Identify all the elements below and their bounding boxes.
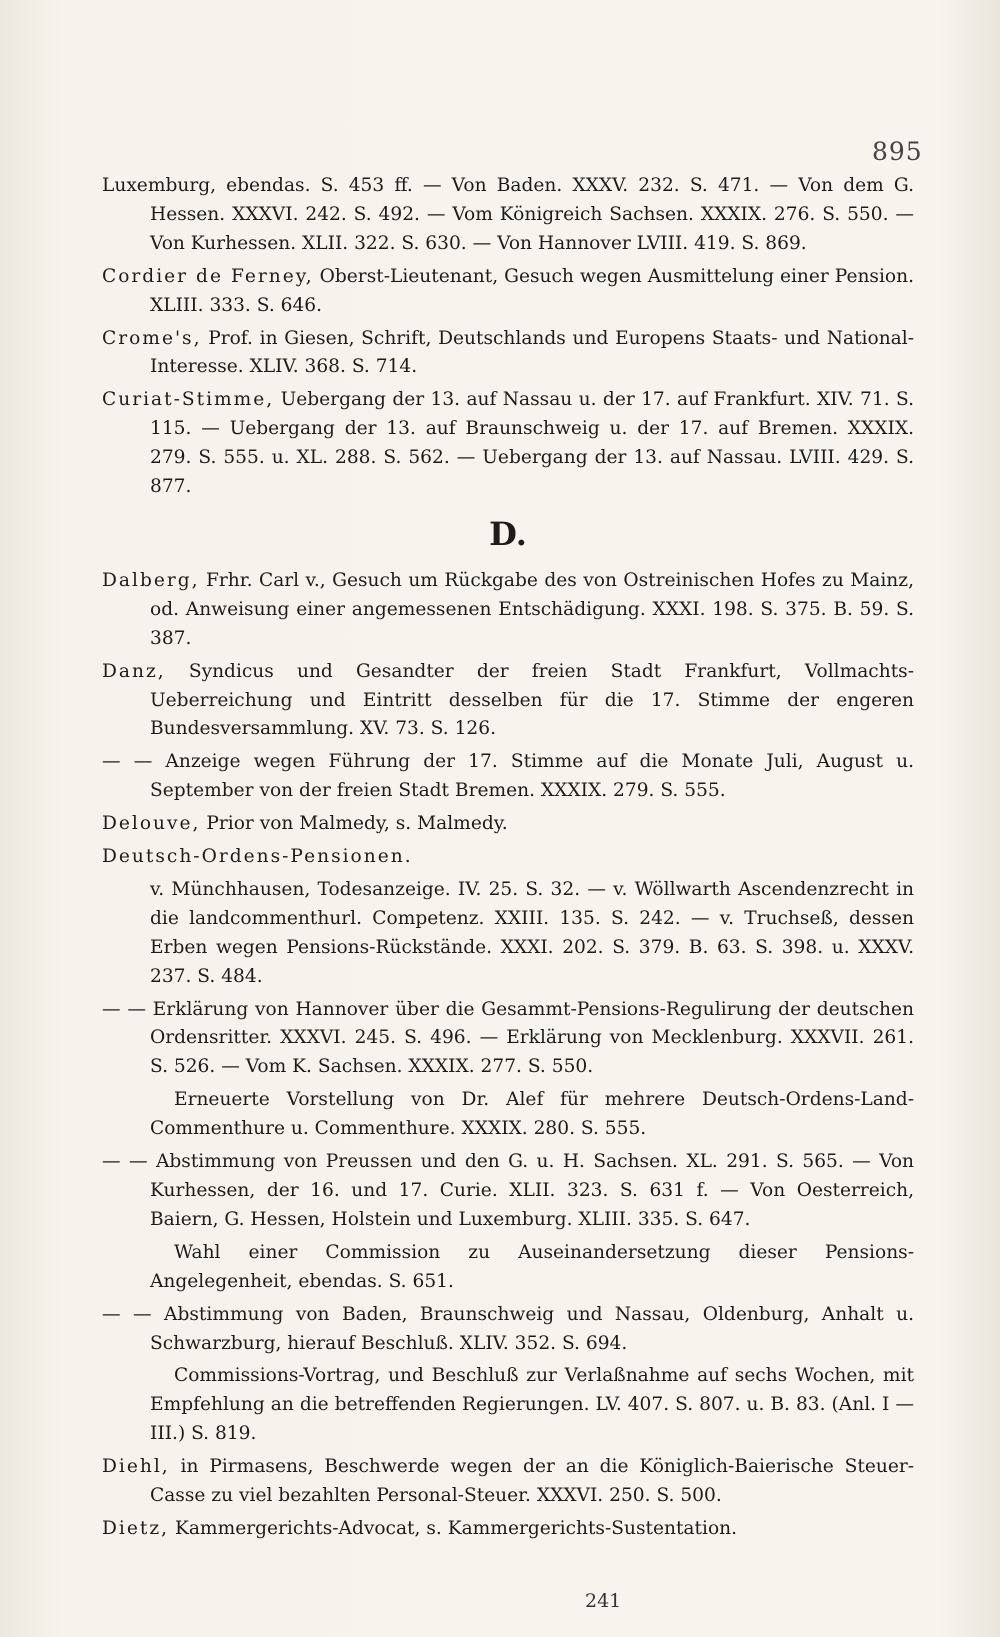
entry-heading: Curiat-Stimme,	[102, 389, 275, 411]
entry-text: Kammergerichts-Advocat, s. Kammergerichts-Sustentation.	[169, 1517, 738, 1539]
entry-text: Uebergang der 13. auf Nassau u. der 17. auf Frankfurt. XIV. 71. S. 115. — Uebergang der 13. auf Braunschweig u. der 17. auf Bremen. XXXIX. 279. S. 555. u. XL. 288. S. 562. — Uebergang der 13. auf Nassau. LVIII. 429. S. 877.	[150, 389, 914, 498]
entry-heading: Deutsch-Ordens-Pensionen.	[102, 846, 413, 868]
signature-mark: 241	[585, 1590, 622, 1612]
index-entry	[102, 325, 914, 383]
index-entry	[102, 1362, 914, 1449]
entry-heading: Diehl,	[102, 1456, 170, 1478]
index-entry	[102, 172, 914, 259]
entry-heading: Cordier de Ferney,	[102, 265, 314, 287]
index-entry	[102, 810, 914, 839]
index-entry	[102, 386, 914, 502]
index-entry	[102, 996, 914, 1083]
entry-text: Prof. in Giesen, Schrift, Deutschlands und Europens Staats- und National-Interesse. XLIV. 368. S. 714.	[150, 327, 914, 378]
entry-heading: Dietz,	[102, 1517, 170, 1539]
entry-heading: Dalberg,	[102, 569, 200, 591]
index-entry	[102, 658, 914, 745]
entry-text: Wahl einer Commission zu Auseinandersetzung dieser Pensions-Angelegenheit, ebendas. S. 651.	[150, 1241, 914, 1292]
entry-text: — — Erklärung von Hannover über die Gesammt-Pensions-Regulirung der deutschen Ordensritter. XXXVI. 245. S. 496. — Erklärung von Mecklenburg. XXXVII. 261. S. 526. — Vom K. Sachsen. XXXIX. 277. S. 550.	[102, 998, 914, 1078]
index-entry	[102, 1086, 914, 1144]
section-heading: D.	[489, 514, 527, 553]
entry-text: — — Abstimmung von Preussen und den G. u. H. Sachsen. XL. 291. S. 565. — Von Kurhessen, der 16. und 17. Curie. XLII. 323. S. 631 f. — Von Oesterreich, Baiern, G. Hessen, Holstein und Luxemburg. XLIII. 335. S. 647.	[102, 1151, 914, 1230]
entry-text: v. Münchhausen, Todesanzeige. IV. 25. S. 32. — v. Wöllwarth Ascendenzrecht in die landcommenthurl. Competenz. XXIII. 135. S. 242. — v. Truchseß, dessen Erben wegen Pensions-Rückstände. XXXI. 202. S. 379. B. 63. S. 398. u. XXXV. 237. S. 484.	[150, 878, 914, 987]
index-entry	[102, 1239, 914, 1297]
entry-text: Oberst-Lieutenant, Gesuch wegen Ausmittelung einer Pension. XLIII. 333. S. 646.	[150, 265, 914, 316]
index-entry	[102, 748, 914, 806]
page-number: 895	[872, 137, 923, 166]
entry-text: Frhr. Carl v., Gesuch um Rückgabe des von Ostreinischen Hofes zu Mainz, od. Anweisung einer angemessenen Entschädigung. XXXI. 198. S. 375. B. 59. S. 387.	[150, 569, 914, 649]
index-entry	[102, 1148, 914, 1235]
index-entry	[102, 1453, 914, 1511]
index-body	[102, 172, 914, 1548]
entry-text: — — Abstimmung von Baden, Braunschweig und Nassau, Oldenburg, Anhalt u. Schwarzburg, hierauf Beschluß. XLIV. 352. S. 694.	[102, 1303, 914, 1354]
index-entry	[102, 263, 914, 321]
entry-text: — — Anzeige wegen Führung der 17. Stimme auf die Monate Juli, August u. September von der freien Stadt Bremen. XXXIX. 279. S. 555.	[102, 751, 914, 802]
index-entry	[102, 1301, 914, 1359]
index-entry	[102, 843, 914, 872]
entry-text: Luxemburg, ebendas. S. 453 ff. — Von Baden. XXXV. 232. S. 471. — Von dem G. Hessen. XXXVI. 242. S. 492. — Vom Königreich Sachsen. XXXIX. 276. S. 550. — Von Kurhessen. XLII. 322. S. 630. — Von Hannover LVIII. 419. S. 869.	[102, 175, 914, 254]
index-entry	[102, 567, 914, 654]
index-entry	[102, 1515, 914, 1544]
entry-text: Commissions-Vortrag, und Beschluß zur Verlaßnahme auf sechs Wochen, mit Empfehlung an die betreffenden Regierungen. LV. 407. S. 807. u. B. 83. (Anl. I — III.) S. 819.	[150, 1365, 914, 1445]
entry-text: Syndicus und Gesandter der freien Stadt Frankfurt, Vollmachts-Ueberreichung und Eintritt desselben für die 17. Stimme der engeren Bundesversammlung. XV. 73. S. 126.	[150, 660, 914, 740]
entry-text: Erneuerte Vorstellung von Dr. Alef für mehrere Deutsch-Ordens-Land-Commenthure u. Commenthure. XXXIX. 280. S. 555.	[150, 1089, 914, 1140]
entry-heading: Delouve,	[102, 813, 201, 835]
index-entry	[102, 876, 914, 992]
entry-heading: Crome's,	[102, 327, 202, 349]
entry-heading: Danz,	[102, 660, 166, 682]
entry-text: Prior von Malmedy, s. Malmedy.	[200, 813, 508, 835]
entry-text: in Pirmasens, Beschwerde wegen der an die Königlich-Baierische Steuer-Casse zu viel bezahlten Personal-Steuer. XXXVI. 250. S. 500.	[150, 1456, 914, 1507]
